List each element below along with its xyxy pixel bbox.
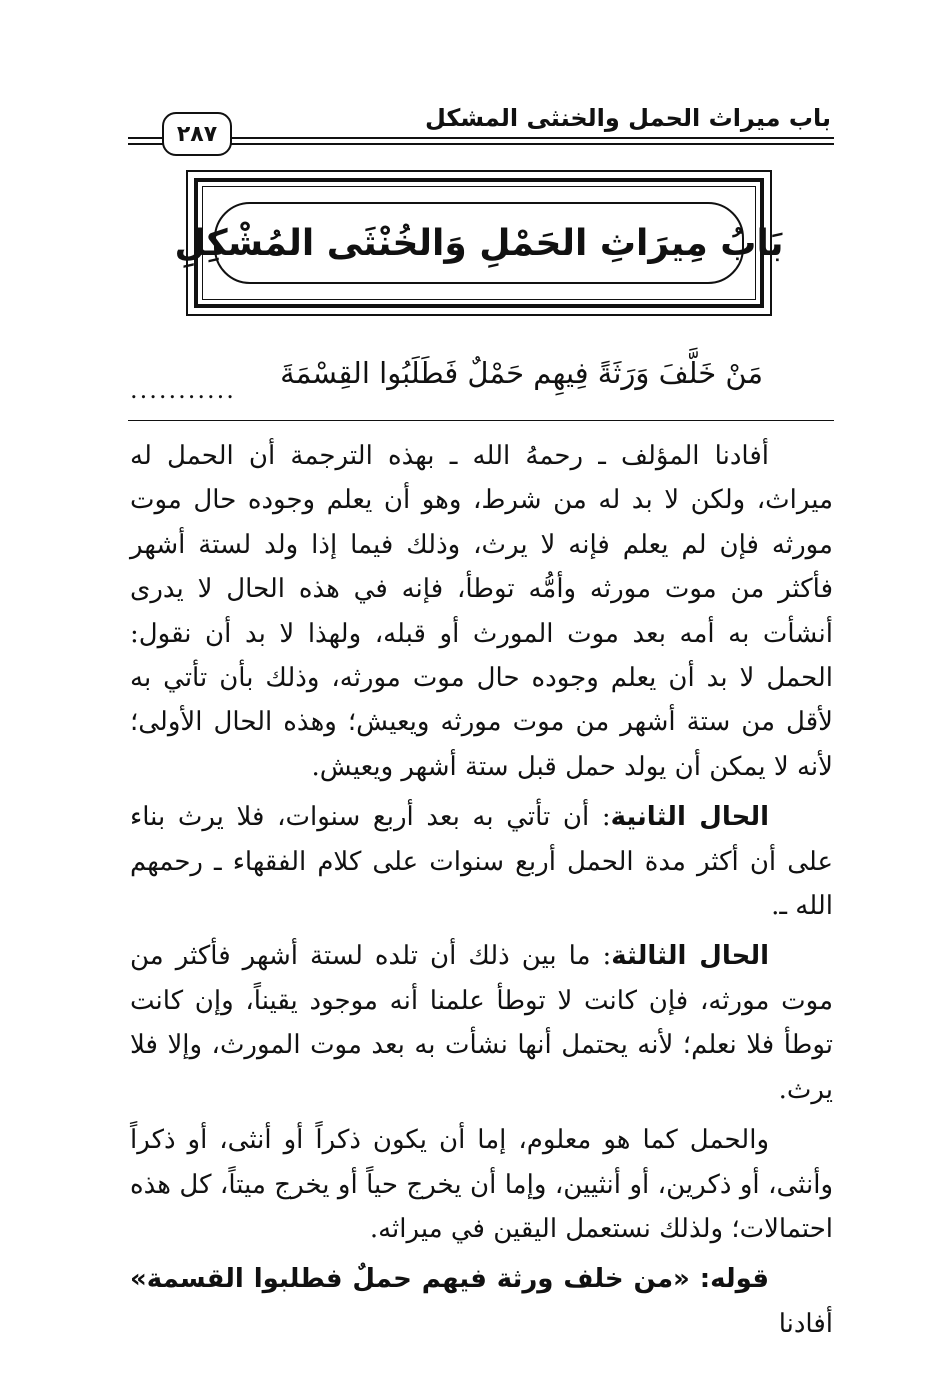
paragraph-5 <box>130 1257 833 1346</box>
paragraph-1 <box>130 434 833 789</box>
paragraph-3 <box>130 934 833 1112</box>
chapter-title-pill <box>174 202 784 284</box>
verse-dots: ........... <box>130 376 236 404</box>
paragraph-5-text: أفادنا <box>778 1308 833 1339</box>
commentary-body <box>130 434 833 1346</box>
page-number: ٢٨٧ <box>162 112 232 156</box>
paragraph-2-label: الحال الثانية <box>610 802 770 833</box>
paragraph-2-text: : أن تأتي به بعد أربع سنوات، فلا يرث بناء على أن أكثر مدة الحمل أربع سنوات على كلام الفقهاء ـ رحمهم الله ـ. <box>130 802 833 922</box>
paragraph-4 <box>130 1118 833 1251</box>
paragraph-5-label: قوله: «من خلف ورثة فيهم حملٌ فطلبوا القسمة» <box>130 1264 769 1295</box>
running-header-title: باب ميراث الحمل والخنثى المشكل <box>425 104 831 132</box>
chapter-title: بَابُ مِيرَاثِ الحَمْلِ وَالخُنْثَى المُشْكِلِ <box>174 222 784 264</box>
paragraph-4-text: والحمل كما هو معلوم، إما أن يكون ذكراً أو أنثى، أو ذكراً وأنثى، أو ذكرين، أو أنثيين، وإما أن يخرج حياً أو يخرج ميتاً، كل هذه احتمالات؛ ولذلك نستعمل اليقين في ميراثه. <box>130 1125 833 1244</box>
matn-verse: مَنْ خَلَّفَ وَرَثَةً فِيهِم حَمْلٌ فَطَلَبُوا القِسْمَةَ <box>280 356 763 390</box>
verse-divider <box>128 420 834 421</box>
paragraph-1-text: أفادنا المؤلف ـ رحمهُ الله ـ بهذه الترجمة أن الحمل له ميراث، ولكن لا بد له من شرط، وهو أن يعلم وجوده حال موت مورثه فإن لم يعلم فإنه لا يرث، وذلك فيما إذا ولد لستة أشهر فأكثر من موت مورثه وأمُّه توطأ، فإنه في هذه الحال لا يدرى أنشأت به أمه بعد موت المورث أو قبله، ولهذا لا بد أن نقول: الحمل لا بد أن يعلم وجوده حال موت مورثه، وذلك بأن تأتي به لأقل من ستة أشهر من موت مورثه ويعيش؛ وهذه الحال الأولى؛ لأنه لا يمكن أن يولد حمل قبل ستة أشهر ويعيش. <box>130 441 833 782</box>
paragraph-2 <box>130 795 833 928</box>
paragraph-3-text: : ما بين ذلك أن تلده لستة أشهر فأكثر من موت مورثه، فإن كانت لا توطأ علمنا أنه موجود يقيناً، وإن كانت توطأ فلا نعلم؛ لأنه يحتمل أنها نشأت به بعد موت المورث، وإلا فلا يرث. <box>130 941 833 1105</box>
chapter-title-frame <box>174 170 784 316</box>
header-double-rule <box>128 131 834 151</box>
paragraph-3-label: الحال الثالثة <box>611 941 769 972</box>
